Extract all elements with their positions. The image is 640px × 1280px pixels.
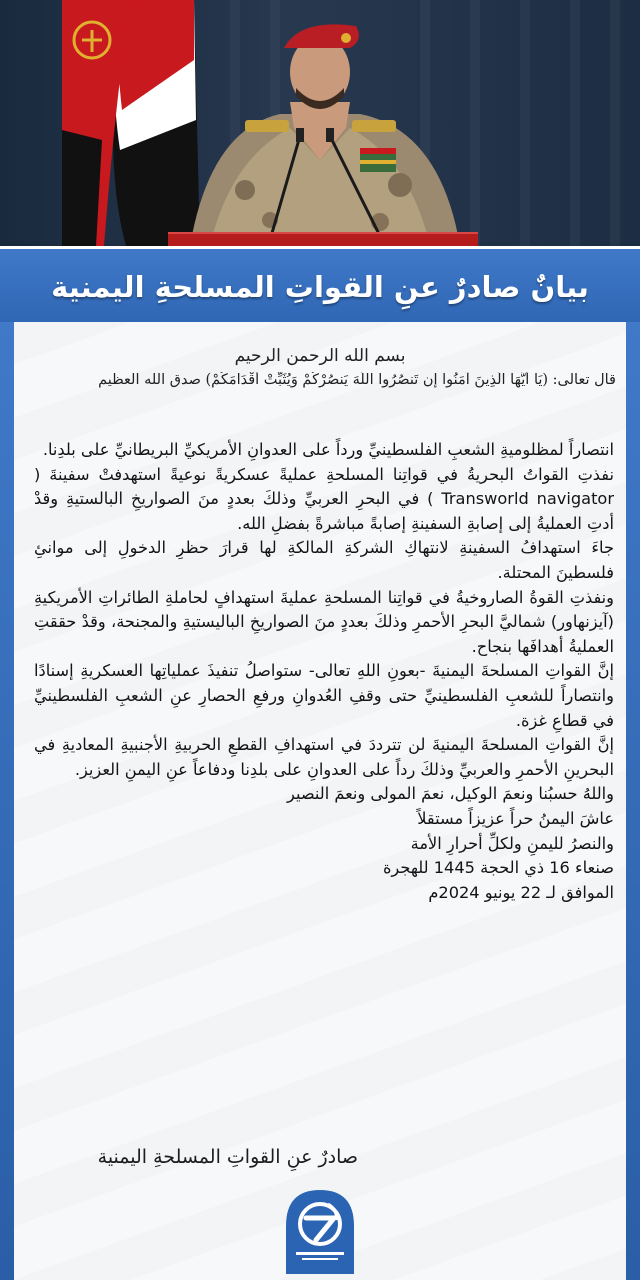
hijri-date: صنعاء 16 ذي الحجة 1445 للهجرة [382, 858, 614, 878]
signature: صادرٌ عنِ القواتِ المسلحةِ اليمنية [97, 1146, 358, 1168]
quran-verse: قال تعالى: (يَا أَيُّهَا الَّذِينَ آمَنُوا إِن تَنصُرُوا اللَّهَ يَنصُرْكُمْ وَيُثَبِّتْ أَقْدَامَكُمْ) صدق الله العظيم [98, 372, 616, 388]
speaker-figure [150, 10, 490, 246]
statement-paragraph: ونفذتِ القوةُ الصاروخيةُ في قواتِنا المسلحةِ عمليةَ استهدافٍ لحاملةِ الطائراتِ الأمريكيةِ (آيزنهاور) شماليَّ البحرِ الأحمرِ وذلكَ بعددٍ منَ الصواريخِ الباليستيةِ والمجنحة، وقدْ حققتِ العمليةُ أهدافَها بنجاح. [34, 587, 614, 656]
statement-body [34, 438, 614, 905]
statement-paragraph: إنَّ القواتِ المسلحةَ اليمنيةَ -بعونِ اللهِ تعالى- ستواصلُ تنفيذَ عملياتِها العسكريةِ إسنادًا وانتصاراً للشعبِ الفلسطينيِّ حتى وقفِ العُدوانِ ورفعِ الحصارِ عنِ الشعبِ الفلسطينيِّ في قطاعِ غزة. [34, 661, 614, 730]
statement-paragraph: جاءَ استهدافُ السفينةِ لانتهاكِ الشركةِ المالكةِ لها قرارَ حظرِ الدخولِ إلى موانئِ فلسطينَ المحتلة. [34, 538, 614, 582]
statement-paragraph: انتصاراً لمظلوميةِ الشعبِ الفلسطينيِّ ورداً على العدوانِ الأمريكيِّ البريطانيِّ على بلدِنا. [42, 440, 614, 459]
closing-line: واللهُ حسبُنا ونعمَ الوكيل، نعمَ المولى ونعمَ النصير [287, 784, 614, 804]
header-photo [0, 0, 640, 246]
statement-paragraph: إنَّ القواتِ المسلحةَ اليمنيةَ لن تترددَ في استهدافِ القطعِ الحربيةِ الأجنبيةِ المعاديةِ في البحرينِ الأحمرِ والعربيِّ وذلكَ رداً على العدوانِ على بلدِنا ودفاعاً عنِ اليمنِ العزيز. [34, 735, 614, 779]
right-border [626, 322, 640, 1280]
statement-paragraph: نفذتِ القواتُ البحريةُ في قواتِنا المسلحةِ عمليةً عسكريةً نوعيةً استهدفتْ سفينةَ ( Transworld navigator ) في البحرِ العربيِّ وذلكَ بعددٍ منَ الصواريخِ البالستيةِ وقدْ أدتِ العمليةُ إلى إصابةِ السفينةِ إصابةً مباشرةً بفضلِ الله. [34, 464, 614, 533]
closing-line: والنصرُ لليمنِ ولكلِّ أحرارِ الأمة [410, 833, 614, 853]
basmala: بسم الله الرحمن الرحيم [234, 346, 406, 366]
gregorian-date: الموافق لـ 22 يونيو 2024م [428, 882, 614, 902]
closing-line: عاشَ اليمنُ حراً عزيزاً مستقلاً [417, 808, 614, 828]
left-border [0, 322, 14, 1280]
title-band [0, 246, 640, 325]
page-title: بيانٌ صادرٌ عنِ القواتِ المسلحةِ اليمنية [51, 270, 589, 304]
lectern [168, 232, 478, 246]
media-foundation-logo-icon [276, 1186, 364, 1274]
